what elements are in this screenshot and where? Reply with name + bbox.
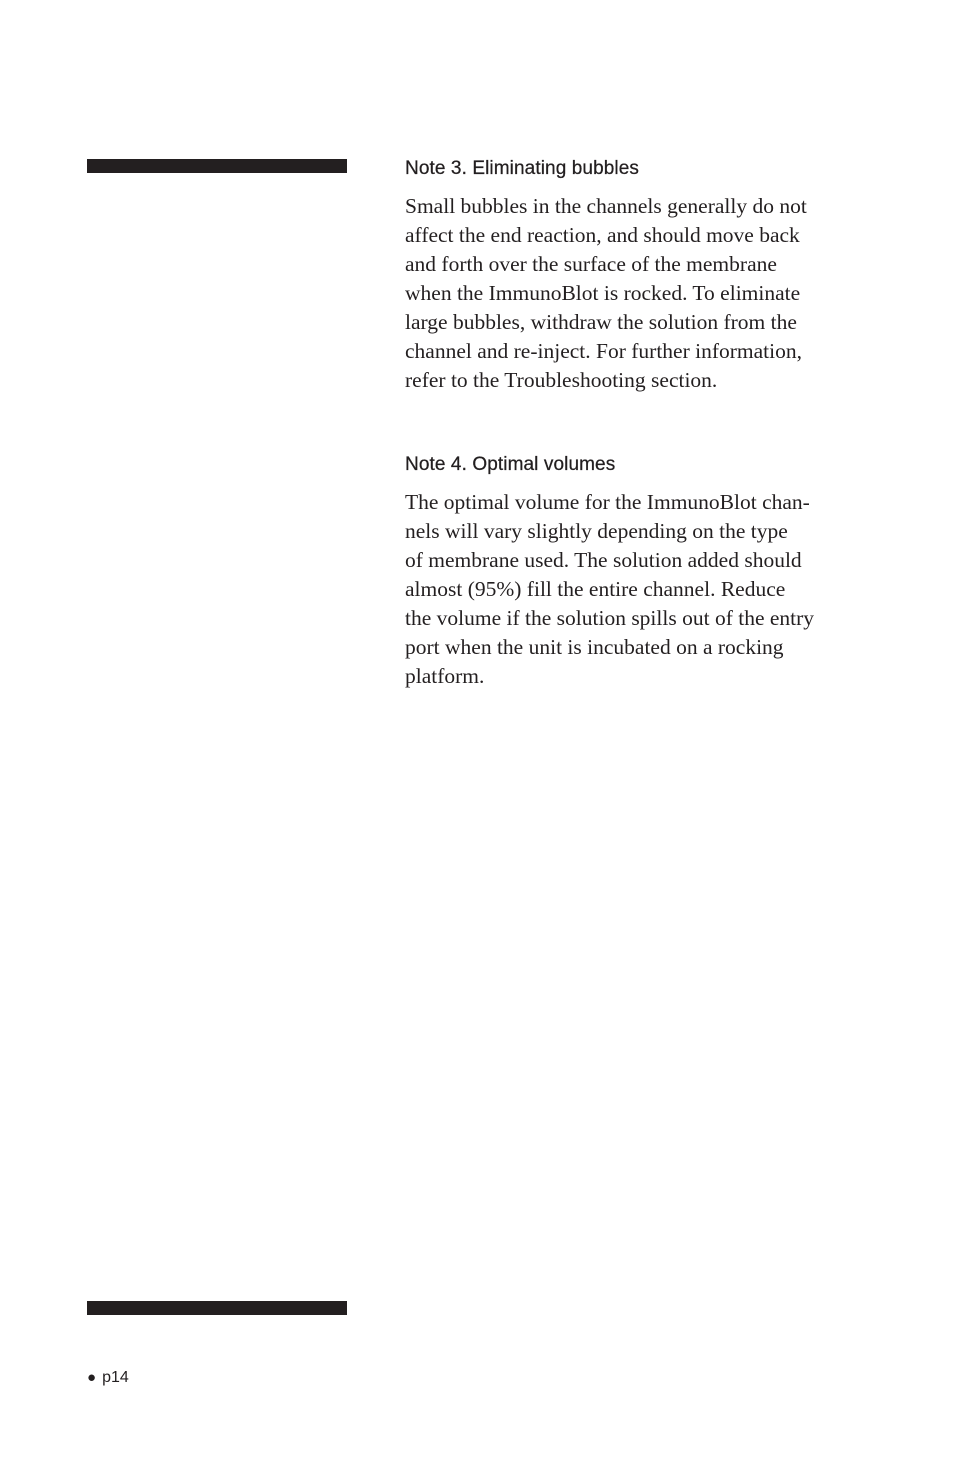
top-section-rule xyxy=(87,159,347,173)
page-footer xyxy=(87,1366,129,1390)
page-number: p14 xyxy=(102,1369,129,1386)
note-4 xyxy=(405,452,865,691)
bottom-section-rule xyxy=(87,1301,347,1315)
note-4-line: The optimal volume for the ImmunoBlot chan- xyxy=(405,490,810,514)
note-4-line: platform. xyxy=(405,664,485,688)
note-3-line: large bubbles, withdraw the solution from the xyxy=(405,310,797,334)
note-4-line: almost (95%) fill the entire channel. Reduce xyxy=(405,577,786,601)
note-4-body xyxy=(405,488,865,691)
note-4-line: nels will vary slightly depending on the type xyxy=(405,519,788,543)
note-3-line: affect the end reaction, and should move back xyxy=(405,223,800,247)
bullet-icon: ● xyxy=(87,1369,97,1386)
note-4-line: the volume if the solution spills out of the entry xyxy=(405,606,815,630)
note-4-heading: Note 4. Optimal volumes xyxy=(405,454,616,475)
note-4-line: port when the unit is incubated on a rocking xyxy=(405,635,784,659)
note-3-heading: Note 3. Eliminating bubbles xyxy=(405,158,640,179)
note-3-line: Small bubbles in the channels generally do not xyxy=(405,194,807,218)
note-3-line: channel and re-inject. For further information, xyxy=(405,339,803,363)
note-3-line: refer to the Troubleshooting section. xyxy=(405,368,718,392)
note-3-body xyxy=(405,192,865,395)
note-3-line: when the ImmunoBlot is rocked. To eliminate xyxy=(405,281,801,305)
note-4-line: of membrane used. The solution added should xyxy=(405,548,802,572)
note-3 xyxy=(405,156,865,395)
note-3-line: and forth over the surface of the membrane xyxy=(405,252,777,276)
